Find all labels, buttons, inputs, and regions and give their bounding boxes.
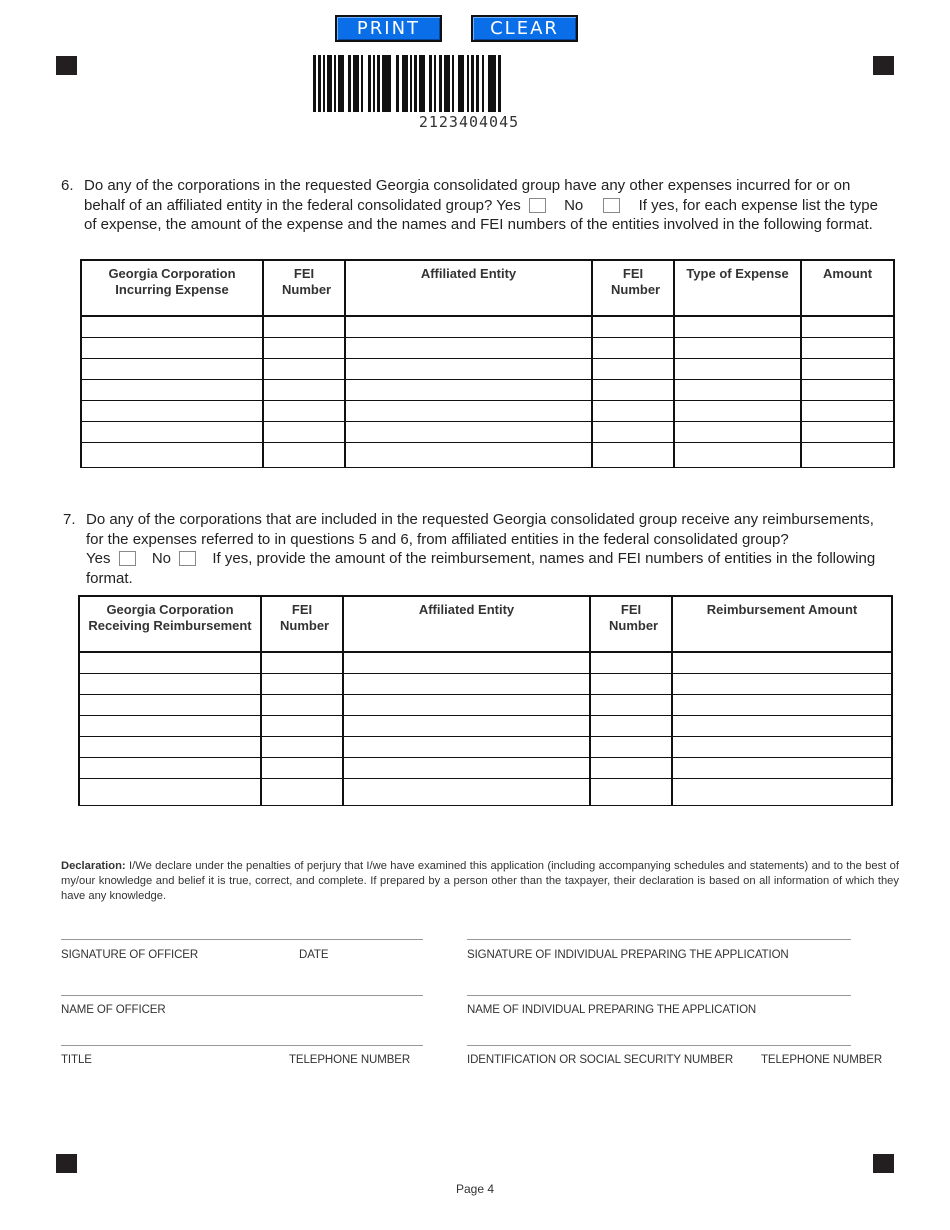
identification-line[interactable] [467, 1045, 851, 1046]
question-6-line2: behalf of an affiliated entity in the federal consolidated group? Yes No If yes, for each expense list the type [84, 196, 878, 214]
barcode-bar [488, 55, 496, 112]
header-fei-number-2: FEI Number [592, 260, 674, 316]
table-cell-input[interactable] [592, 358, 674, 379]
table-row [81, 337, 894, 358]
table-cell-input[interactable] [343, 778, 590, 805]
signature-of-preparer-label: SIGNATURE OF INDIVIDUAL PREPARING THE APPLICATION [467, 949, 789, 961]
table-cell-input[interactable] [590, 778, 672, 805]
table-cell-input[interactable] [345, 358, 592, 379]
table-cell-input[interactable] [801, 421, 894, 442]
question-6-number: 6. [61, 177, 74, 194]
question-7 [63, 510, 913, 588]
table-cell-input[interactable] [343, 694, 590, 715]
table-cell-input[interactable] [672, 715, 892, 736]
question-7-line4: format. [86, 569, 133, 587]
signature-of-officer-line[interactable] [61, 939, 423, 940]
telephone-number-label: TELEPHONE NUMBER [289, 1054, 411, 1066]
declaration-label: Declaration: [61, 860, 126, 872]
table-cell-input[interactable] [590, 757, 672, 778]
table-cell-input[interactable] [79, 652, 261, 673]
table-cell-input[interactable] [343, 715, 590, 736]
table-cell-input[interactable] [345, 337, 592, 358]
header-fei-number-2: FEI Number [590, 596, 672, 652]
question-6-line3: of expense, the amount of the expense and the names and FEI numbers of the entities involved in the following format. [84, 216, 873, 233]
no-label: No [564, 196, 584, 214]
table-cell-input[interactable] [261, 652, 343, 673]
header-georgia-corporation: Georgia Corporation Receiving Reimbursement [79, 596, 261, 652]
declaration [61, 859, 899, 904]
signature-of-officer-label: SIGNATURE OF OFFICER [61, 949, 199, 961]
table-cell-input[interactable] [674, 421, 801, 442]
table-cell-input[interactable] [674, 358, 801, 379]
table-cell-input[interactable] [81, 337, 263, 358]
page-number: Page 4 [455, 1182, 495, 1196]
table-cell-input[interactable] [672, 673, 892, 694]
table-cell-input[interactable] [672, 778, 892, 805]
table-cell-input[interactable] [343, 673, 590, 694]
table-cell-input[interactable] [672, 757, 892, 778]
table-cell-input[interactable] [81, 316, 263, 337]
table-cell-input[interactable] [79, 757, 261, 778]
table-cell-input[interactable] [672, 736, 892, 757]
header-affiliated-entity: Affiliated Entity [345, 260, 592, 316]
table-cell-input[interactable] [592, 337, 674, 358]
name-of-officer-line[interactable] [61, 995, 423, 996]
table-cell-input[interactable] [674, 337, 801, 358]
table-cell-input[interactable] [261, 736, 343, 757]
table-cell-input[interactable] [672, 652, 892, 673]
name-of-officer-label: NAME OF OFFICER [61, 1004, 166, 1016]
date-label: DATE [299, 949, 329, 961]
table-cell-input[interactable] [79, 673, 261, 694]
table-cell-input[interactable] [81, 358, 263, 379]
no-label: No [151, 550, 172, 567]
table-cell-input[interactable] [343, 736, 590, 757]
table-row [79, 778, 892, 805]
table-cell-input[interactable] [343, 652, 590, 673]
table-row [79, 757, 892, 778]
table-row [81, 316, 894, 337]
table-row [81, 358, 894, 379]
header-fei-number: FEI Number [263, 260, 345, 316]
table-cell-input[interactable] [345, 400, 592, 421]
table-cell-input[interactable] [672, 694, 892, 715]
title-label: TITLE [61, 1054, 92, 1066]
table-cell-input[interactable] [79, 778, 261, 805]
table-row [79, 673, 892, 694]
table-cell-input[interactable] [674, 379, 801, 400]
preparer-telephone-label: TELEPHONE NUMBER [761, 1054, 883, 1066]
question-6 [61, 176, 911, 235]
table-cell-input[interactable] [261, 778, 343, 805]
table-row [79, 694, 892, 715]
table-cell-input[interactable] [263, 379, 345, 400]
yes-label: Yes [496, 196, 521, 214]
barcode-icon [313, 55, 625, 112]
table-cell-input[interactable] [674, 316, 801, 337]
table-cell-input[interactable] [343, 757, 590, 778]
question-7-line3: Yes No If yes, provide the amount of the reimbursement, names and FEI numbers of entities in the following [86, 550, 876, 567]
question-7-no-checkbox[interactable] [179, 551, 196, 566]
table-cell-input[interactable] [590, 715, 672, 736]
table-cell-input[interactable] [592, 379, 674, 400]
identification-label: IDENTIFICATION OR SOCIAL SECURITY NUMBER [467, 1054, 734, 1066]
table-cell-input[interactable] [590, 694, 672, 715]
registration-mark-top-left [56, 56, 77, 75]
signature-of-preparer-line[interactable] [467, 939, 851, 940]
table-cell-input[interactable] [674, 442, 801, 467]
question-6-line1: Do any of the corporations in the requested Georgia consolidated group have any other expenses incurred for or on [84, 177, 851, 194]
registration-mark-bottom-right [873, 1154, 894, 1173]
table-row [81, 421, 894, 442]
table-row [81, 400, 894, 421]
table-row [79, 736, 892, 757]
registration-mark-top-right [873, 56, 894, 75]
table-cell-input[interactable] [263, 442, 345, 467]
table-cell-input[interactable] [345, 379, 592, 400]
table-cell-input[interactable] [263, 358, 345, 379]
table-cell-input[interactable] [79, 715, 261, 736]
table-cell-input[interactable] [592, 442, 674, 467]
table-cell-input[interactable] [81, 400, 263, 421]
header-georgia-corporation: Georgia Corporation Incurring Expense [81, 260, 263, 316]
question-6-yes-checkbox[interactable] [529, 198, 546, 213]
clear-button[interactable]: CLEAR [471, 15, 578, 42]
table-cell-input[interactable] [261, 694, 343, 715]
table-cell-input[interactable] [79, 736, 261, 757]
table-cell-input[interactable] [81, 442, 263, 467]
yes-label: Yes [86, 550, 111, 567]
header-fei-number: FEI Number [261, 596, 343, 652]
table-cell-input[interactable] [345, 316, 592, 337]
table-cell-input[interactable] [674, 400, 801, 421]
name-of-preparer-label: NAME OF INDIVIDUAL PREPARING THE APPLICATION [467, 1004, 757, 1016]
table-cell-input[interactable] [590, 736, 672, 757]
table-cell-input[interactable] [801, 400, 894, 421]
question-6-no-checkbox[interactable] [603, 198, 620, 213]
table-cell-input[interactable] [801, 442, 894, 467]
header-type-of-expense: Type of Expense [674, 260, 801, 316]
header-amount: Amount [801, 260, 894, 316]
table-row [79, 652, 892, 673]
question-7-number: 7. [63, 511, 76, 528]
header-reimbursement-amount: Reimbursement Amount [672, 596, 892, 652]
table-cell-input[interactable] [261, 715, 343, 736]
print-button[interactable]: PRINT [335, 15, 442, 42]
title-line[interactable] [61, 1045, 423, 1046]
table-cell-input[interactable] [263, 421, 345, 442]
expense-table [80, 259, 895, 468]
table-cell-input[interactable] [263, 316, 345, 337]
table-cell-input[interactable] [345, 421, 592, 442]
question-7-line1: Do any of the corporations that are included in the requested Georgia consolidated group receive any reimbursements, [86, 511, 874, 528]
table-cell-input[interactable] [592, 400, 674, 421]
reimbursement-table [78, 595, 893, 806]
table-cell-input[interactable] [81, 421, 263, 442]
table-cell-input[interactable] [590, 652, 672, 673]
name-of-preparer-line[interactable] [467, 995, 851, 996]
table-cell-input[interactable] [263, 337, 345, 358]
table-cell-input[interactable] [590, 673, 672, 694]
barcode-number: 2123404045 [418, 113, 520, 131]
table-cell-input[interactable] [263, 400, 345, 421]
question-7-yes-checkbox[interactable] [119, 551, 136, 566]
table-cell-input[interactable] [592, 316, 674, 337]
table-cell-input[interactable] [345, 442, 592, 467]
table-cell-input[interactable] [801, 316, 894, 337]
barcode-bar [382, 55, 391, 112]
question-7-line2: for the expenses referred to in questions 5 and 6, from affiliated entities in the federal consolidated group? [86, 530, 789, 548]
barcode-bar [498, 55, 501, 112]
table-cell-input[interactable] [79, 694, 261, 715]
table-cell-input[interactable] [801, 358, 894, 379]
table-cell-input[interactable] [81, 379, 263, 400]
table-row [81, 442, 894, 467]
table-cell-input[interactable] [261, 757, 343, 778]
table-cell-input[interactable] [801, 337, 894, 358]
header-affiliated-entity: Affiliated Entity [343, 596, 590, 652]
table-cell-input[interactable] [261, 673, 343, 694]
table-cell-input[interactable] [801, 379, 894, 400]
declaration-text: I/We declare under the penalties of perjury that I/we have examined this application (including accompanying schedules and statements) and to the best of my/our knowledge and belief it is true, correct, and complete. If prepared by a person other than the taxpayer, their declaration is based on all information of which they have any knowledge. [61, 860, 900, 902]
table-row [81, 379, 894, 400]
table-row [79, 715, 892, 736]
table-cell-input[interactable] [592, 421, 674, 442]
registration-mark-bottom-left [56, 1154, 77, 1173]
